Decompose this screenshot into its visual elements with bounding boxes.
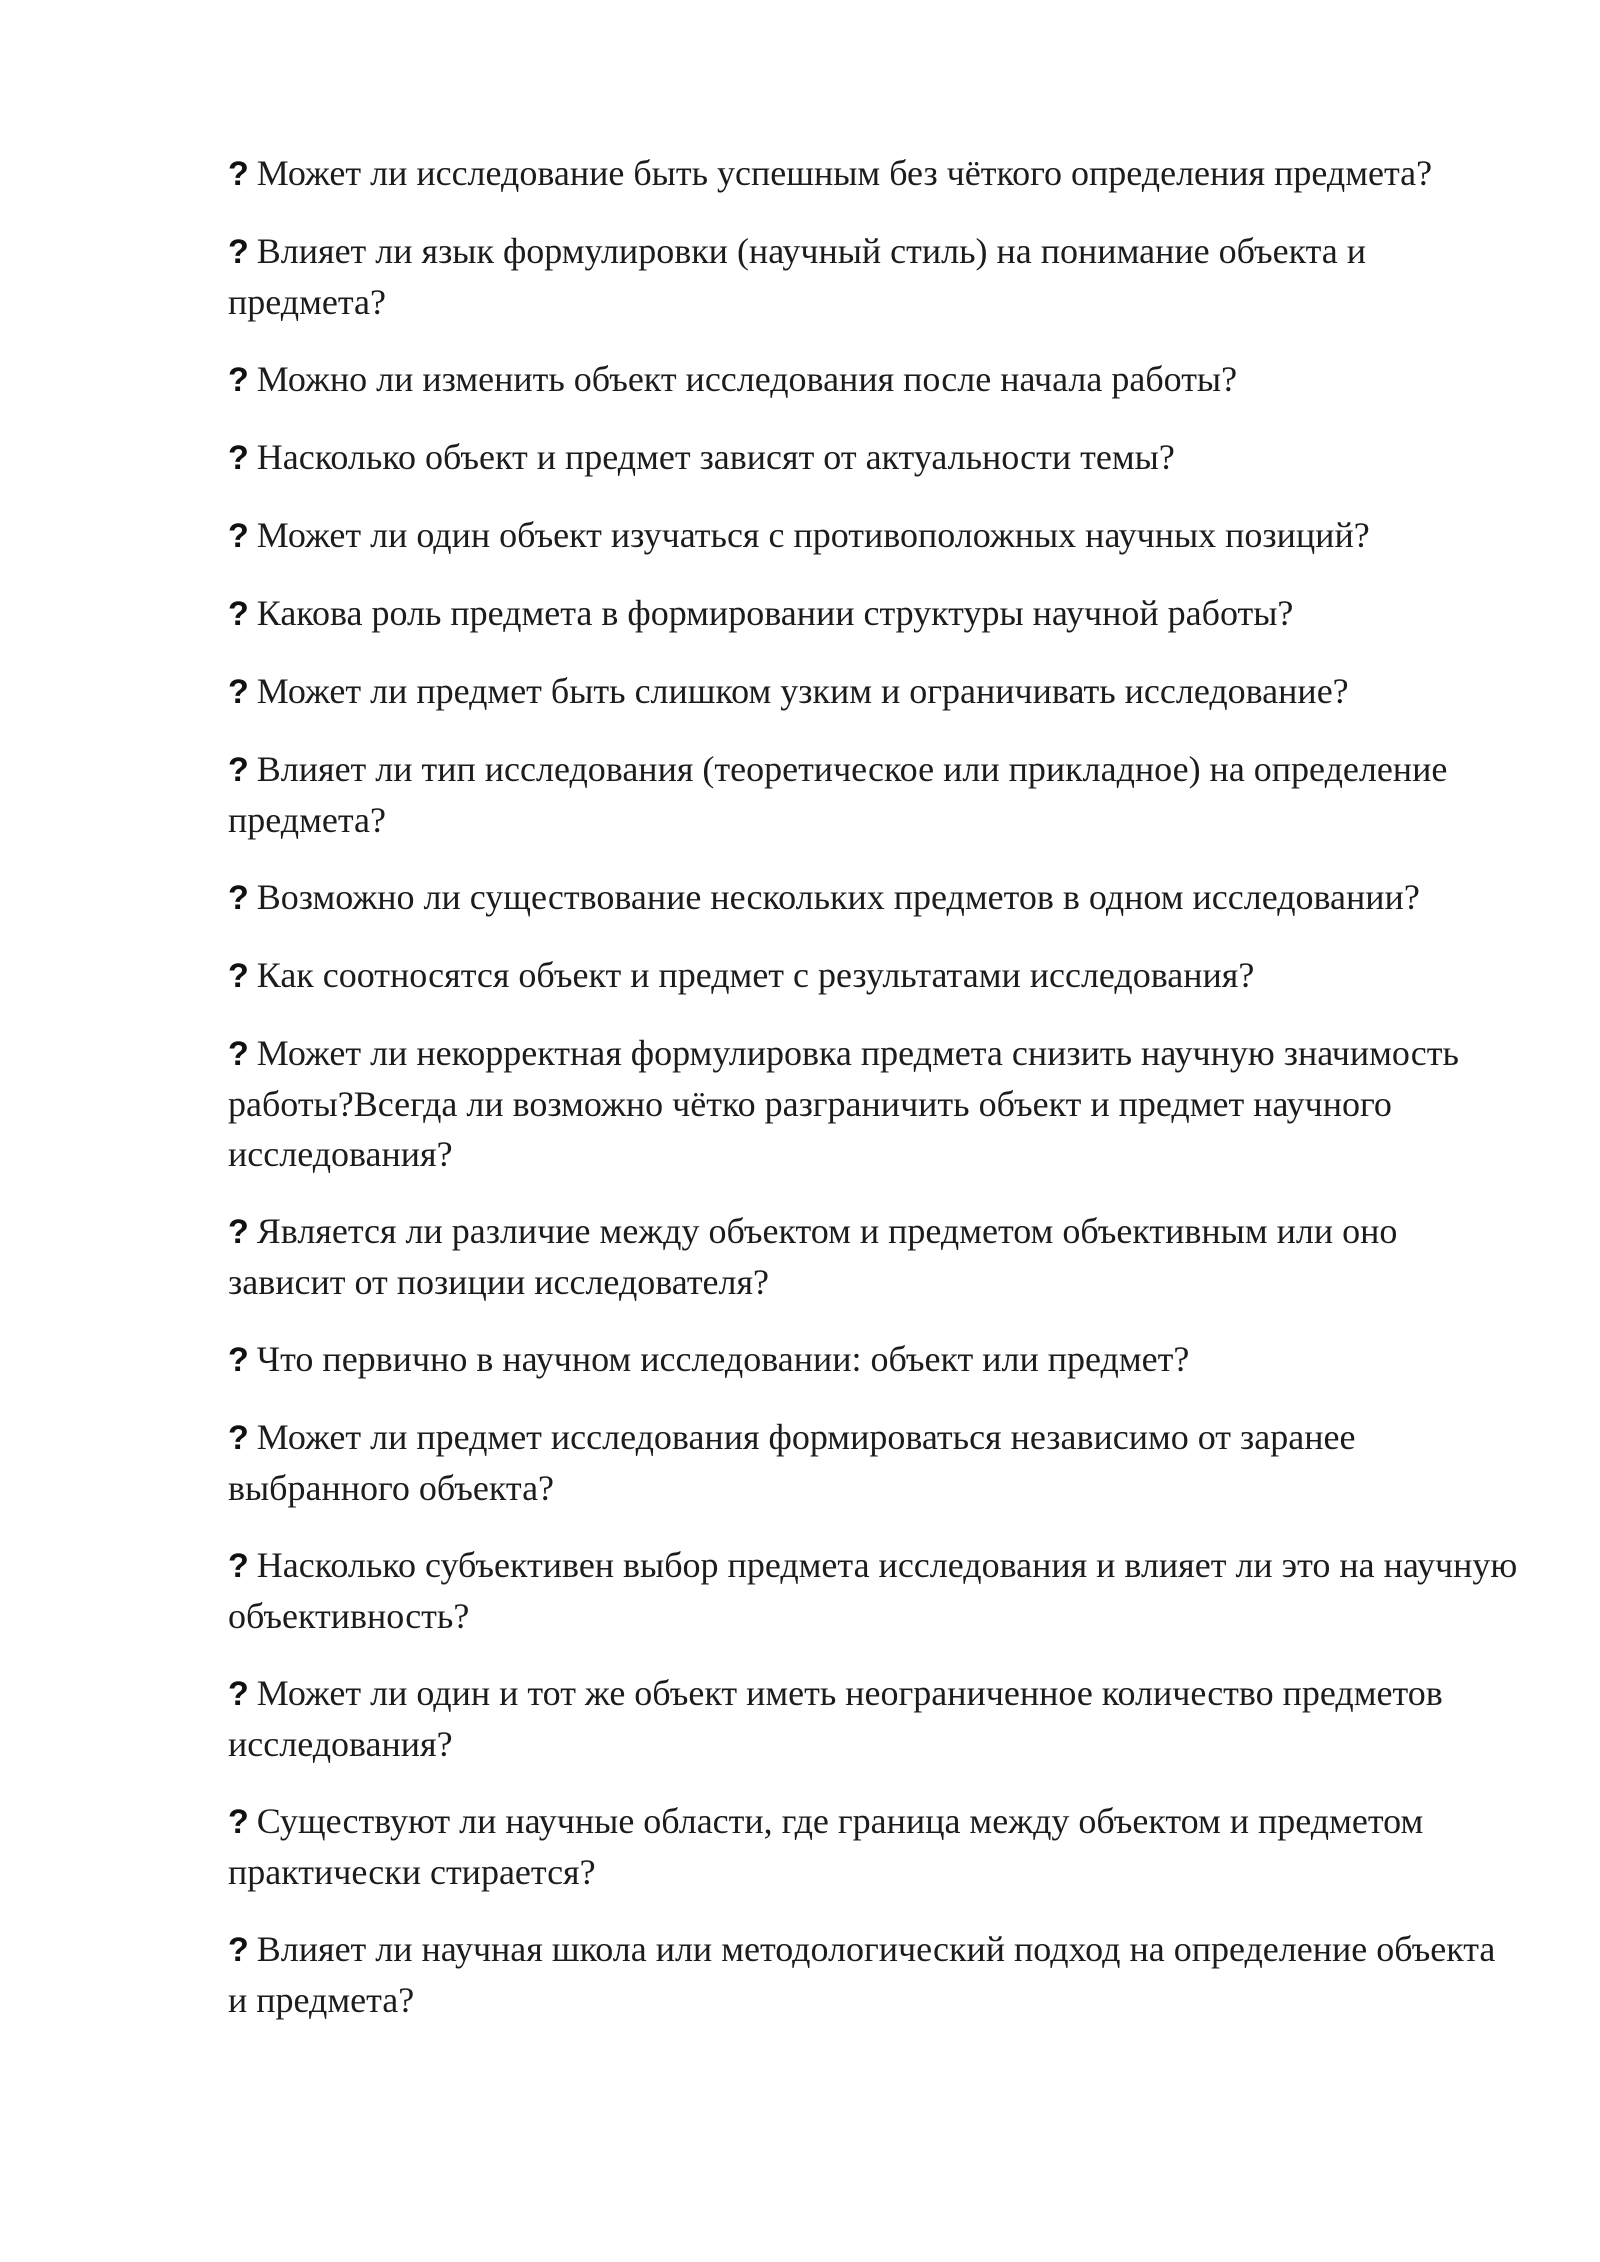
question-item	[228, 1796, 1518, 1897]
question-mark-icon: ?	[228, 1035, 249, 1073]
question-item	[228, 1412, 1518, 1513]
question-list	[228, 148, 1518, 2052]
question-text: Какова роль предмета в формировании структуры научной работы?	[256, 593, 1294, 633]
question-item	[228, 510, 1518, 561]
question-item	[228, 1924, 1518, 2025]
question-text: Существуют ли научные области, где граница между объектом и предметом практически стирается?	[228, 1801, 1424, 1892]
question-text: Может ли предмет быть слишком узким и ограничивать исследование?	[256, 671, 1349, 711]
question-mark-icon: ?	[228, 1419, 249, 1457]
question-text: Может ли один и тот же объект иметь неограниченное количество предметов исследования?	[228, 1673, 1443, 1764]
question-mark-icon: ?	[228, 439, 249, 477]
question-text: Может ли исследование быть успешным без чёткого определения предмета?	[256, 153, 1433, 193]
question-text: Является ли различие между объектом и предметом объективным или оно зависит от позиции исследователя?	[228, 1211, 1398, 1302]
question-item	[228, 226, 1518, 327]
question-mark-icon: ?	[228, 1341, 249, 1379]
question-mark-icon: ?	[228, 155, 249, 193]
question-text: Как соотносятся объект и предмет с результатами исследования?	[256, 955, 1255, 995]
question-item	[228, 148, 1518, 199]
question-item	[228, 354, 1518, 405]
question-text: Что первично в научном исследовании: объект или предмет?	[256, 1339, 1190, 1379]
question-item	[228, 872, 1518, 923]
question-mark-icon: ?	[228, 1547, 249, 1585]
question-mark-icon: ?	[228, 1803, 249, 1841]
question-text: Влияет ли научная школа или методологический подход на определение объекта и предмета?	[228, 1929, 1496, 2020]
question-mark-icon: ?	[228, 957, 249, 995]
question-text: Может ли один объект изучаться с противоположных научных позиций?	[256, 515, 1370, 555]
question-mark-icon: ?	[228, 1675, 249, 1713]
question-mark-icon: ?	[228, 233, 249, 271]
question-text: Возможно ли существование нескольких предметов в одном исследовании?	[256, 877, 1420, 917]
question-text: Может ли предмет исследования формироваться независимо от заранее выбранного объекта?	[228, 1417, 1356, 1508]
question-item	[228, 1028, 1518, 1179]
question-item	[228, 1206, 1518, 1307]
question-item	[228, 666, 1518, 717]
question-item	[228, 1668, 1518, 1769]
question-mark-icon: ?	[228, 1931, 249, 1969]
question-mark-icon: ?	[228, 751, 249, 789]
question-item	[228, 950, 1518, 1001]
question-item	[228, 1334, 1518, 1385]
question-text: Влияет ли тип исследования (теоретическое или прикладное) на определение предмета?	[228, 749, 1448, 840]
question-mark-icon: ?	[228, 517, 249, 555]
question-item	[228, 744, 1518, 845]
question-mark-icon: ?	[228, 595, 249, 633]
question-text: Влияет ли язык формулировки (научный стиль) на понимание объекта и предмета?	[228, 231, 1367, 322]
question-text: Насколько объект и предмет зависят от актуальности темы?	[256, 437, 1175, 477]
question-item	[228, 432, 1518, 483]
question-text: Может ли некорректная формулировка предмета снизить научную значимость работы?Всегда ли возможно чётко разграничить объект и предмет научного исследования?	[228, 1033, 1459, 1174]
question-mark-icon: ?	[228, 673, 249, 711]
question-mark-icon: ?	[228, 879, 249, 917]
question-item	[228, 1540, 1518, 1641]
question-item	[228, 588, 1518, 639]
question-text: Насколько субъективен выбор предмета исследования и влияет ли это на научную объективность?	[228, 1545, 1518, 1636]
question-text: Можно ли изменить объект исследования после начала работы?	[256, 359, 1238, 399]
question-mark-icon: ?	[228, 361, 249, 399]
question-mark-icon: ?	[228, 1213, 249, 1251]
